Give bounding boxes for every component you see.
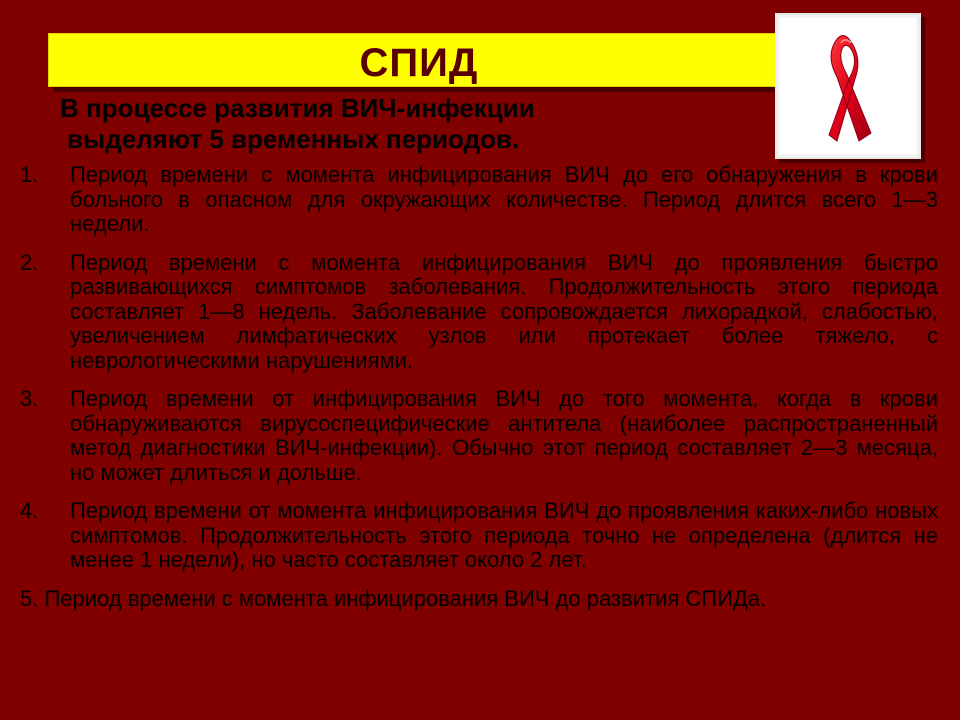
list-item-text: Период времени от момента инфицирования ВИЧ до проявления каких-либо новых симптомов. Продолжительность этого периода точно не определена (длится не менее 1 недели), но часто составляет около 2 лет. xyxy=(70,498,938,572)
list-item-text: Период времени с момента инфицирования ВИЧ до развития СПИДа. xyxy=(44,585,767,611)
list-item-text: Период времени с момента инфицирования ВИЧ до его обнаружения в крови больного в опасном для окружающих количестве. Период длится всего 1—3 недели. xyxy=(70,162,938,236)
list-item xyxy=(20,387,938,485)
list-item xyxy=(20,499,938,573)
list-item-number: 4. xyxy=(20,498,39,523)
periods-list xyxy=(20,163,938,625)
list-item-text: Период времени от инфицирования ВИЧ до того момента, когда в крови обнаруживаются вирусоспецифические антитела (наиболее распространенный метод диагностики ВИЧ-инфекции). Обычно этот период составляет 2—3 месяца, но может длиться и дольше. xyxy=(70,386,938,485)
list-item-text: Период времени с момента инфицирования ВИЧ до проявления быстро развивающихся симптомов заболевания. Продолжительность этого периода составляет 1—8 недель. Заболевание сопровождается лихорадкой, слабостью, увеличением лимфатических узлов или протекает более тяжело, с неврологическими нарушениями. xyxy=(70,249,938,373)
slide-title: СПИД xyxy=(359,41,479,85)
title-bar xyxy=(48,33,790,87)
subtitle-line-2: выделяют 5 временных периодов. xyxy=(67,124,520,154)
list-item-number: 1. xyxy=(20,162,39,187)
list-item-number: 5. xyxy=(20,585,45,611)
list-item xyxy=(20,163,938,237)
list-item-number: 2. xyxy=(20,249,39,275)
red-ribbon-icon xyxy=(785,23,911,149)
ribbon-image-frame xyxy=(775,13,921,159)
list-item xyxy=(20,587,938,612)
list-item xyxy=(20,251,938,374)
list-item-number: 3. xyxy=(20,386,39,411)
subtitle xyxy=(60,93,760,155)
subtitle-line-1: В процессе развития ВИЧ-инфекции xyxy=(60,93,535,123)
